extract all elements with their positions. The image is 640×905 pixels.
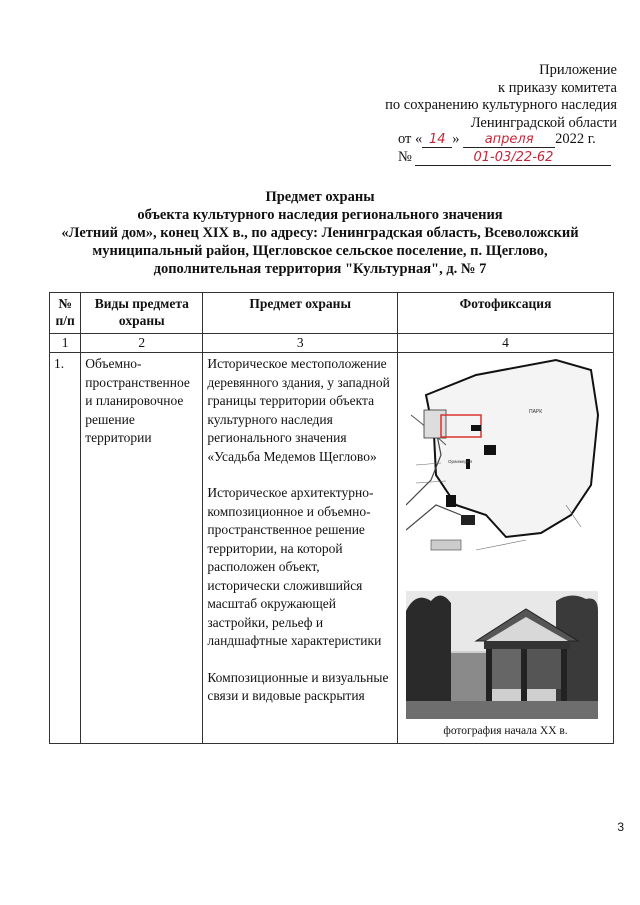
order-header [385,62,617,132]
number-value: 01-03/22-62 [415,150,611,166]
number-prefix: № [398,149,412,165]
index-cell: 3 [203,334,398,353]
subject-paragraph: Композиционные и визуальные связи и видовые раскрытия [207,669,389,703]
col-header-subject: Предмет охраны [203,293,398,334]
protection-subject [203,353,398,744]
map-label-greenhouse: Оранжерея [448,459,473,464]
index-cell: 4 [398,334,614,353]
col-header-type: Виды предмета охраны [81,293,203,334]
date-month: апреля [463,132,555,148]
subject-paragraph: Историческое архитектурно-композиционное и объемно-пространственное решение территории, на которой расположен объект, исторически сложившийся масштаб окружающей застройки, рельеф и ландшафтные характеристики [207,485,382,648]
historic-photo [406,591,598,719]
subject-paragraph: Историческое местоположение деревянного здания, у западной границы территории объекта культурного наследия регионального значения «Усадьба Медемов Щеглово» [207,356,390,464]
row-number: 1. [50,353,81,744]
photo-caption: фотография начала XX в. [443,725,568,737]
order-date [398,131,596,148]
table-index-row [50,334,614,353]
col-header-photo: Фотофиксация [398,293,614,334]
document-title [20,188,620,278]
map-label-park: ПАРК [529,409,543,415]
table-row [50,353,614,744]
index-cell: 2 [81,334,203,353]
header-line: по сохранению культурного наследия [385,97,617,113]
table-header-row [50,293,614,334]
date-day: 14 [422,132,452,148]
date-mid: » [452,131,460,147]
title-line: дополнительная территория "Культурная", д. № 7 [153,261,487,277]
title-line: объекта культурного наследия регионального значения [137,207,503,223]
protection-table [49,292,614,744]
title-line: «Летний дом», конец XIX в., по адресу: Ленинградская область, Всеволожский [61,225,579,241]
index-cell: 1 [50,334,81,353]
date-prefix: от « [398,131,423,147]
title-line: Предмет охраны [265,189,375,205]
title-line: муниципальный район, Щегловское сельское поселение, п. Щеглово, [92,243,548,259]
order-number [398,149,611,166]
page-number: 3 [617,820,624,834]
date-year: 2022 г. [555,131,596,147]
header-line: к приказу комитета [498,79,617,96]
site-plan-map [406,355,604,560]
header-line: Приложение [539,62,617,78]
protection-type: Объемно-пространственное и планировочное решение территории [81,353,203,744]
header-line: Ленинградской области [470,114,617,131]
photo-fixation-cell [398,353,614,744]
col-header-num: № п/п [50,293,81,334]
